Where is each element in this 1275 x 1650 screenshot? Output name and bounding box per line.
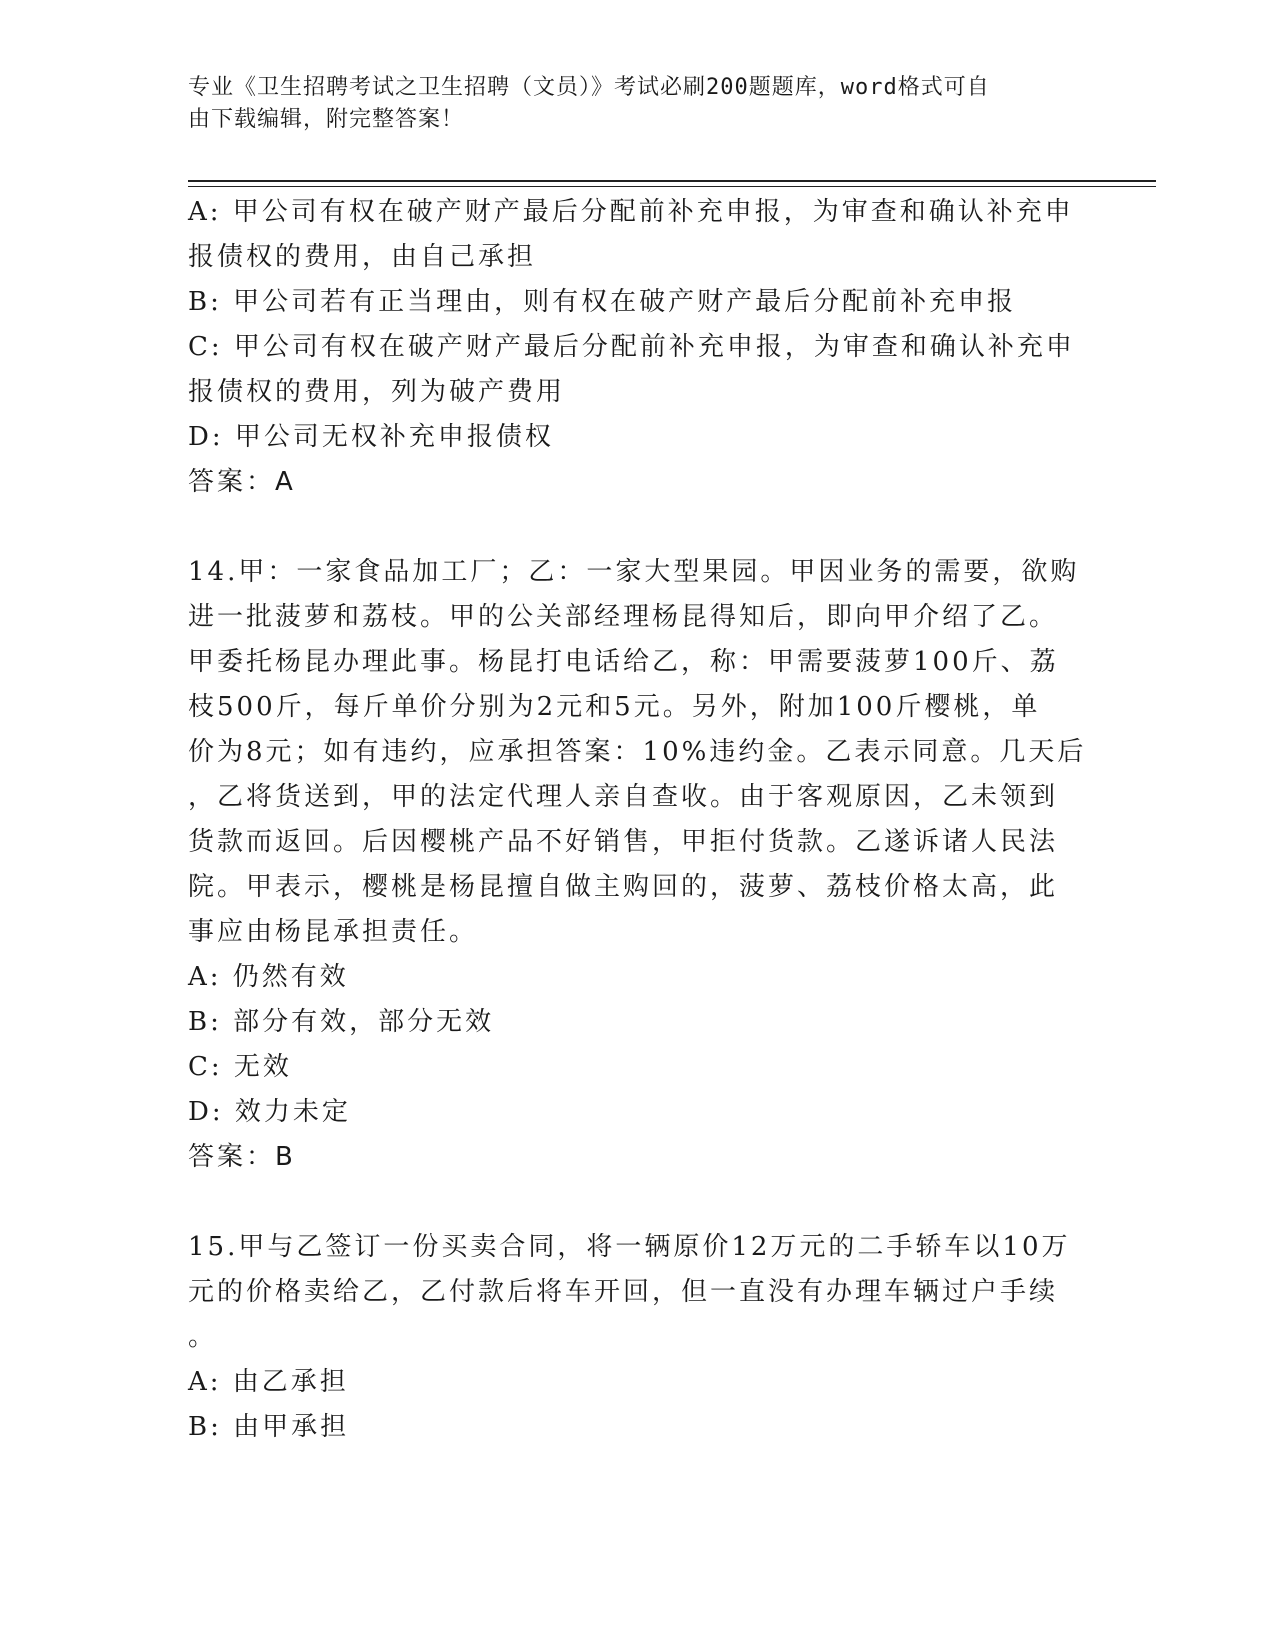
header-rule-thick: [188, 180, 1156, 182]
q15-stem-line: 元的价格卖给乙，乙付款后将车开回，但一直没有办理车辆过户手续: [188, 1277, 1059, 1307]
q14-stem-line: 院。甲表示，樱桃是杨昆擅自做主购回的，菠萝、荔枝价格太高，此: [188, 872, 1059, 902]
question-13-options: [188, 190, 1078, 505]
q14-stem-line: 进一批菠萝和荔枝。甲的公关部经理杨昆得知后，即向甲介绍了乙。: [188, 602, 1059, 632]
q15-stem-line: 。: [188, 1322, 218, 1352]
q14-stem-line: 价为8元；如有违约，应承担答案：10%违约金。乙表示同意。几天后: [188, 737, 1087, 767]
header-rule-thin: [188, 186, 1156, 187]
q15-option-b: B: 由甲承担: [188, 1412, 350, 1442]
header-line-2: 由下载编辑，附完整答案！: [188, 107, 465, 132]
question-15: [188, 1225, 1078, 1450]
q13-option-d: D: 甲公司无权补充申报债权: [188, 422, 554, 452]
page-header: [188, 72, 1068, 136]
q13-option-b: B: 甲公司若有正当理由，则有权在破产财产最后分配前补充申报: [188, 287, 1017, 317]
spacer: [188, 505, 1078, 550]
q14-stem-line: 货款而返回。后因樱桃产品不好销售，甲拒付货款。乙遂诉诸人民法: [188, 827, 1059, 857]
q14-stem-line: 事应由杨昆承担责任。: [188, 917, 479, 947]
q15-stem-line: 15.甲与乙签订一份买卖合同，将一辆原价12万元的二手轿车以10万: [188, 1232, 1071, 1262]
q14-option-a: A: 仍然有效: [188, 962, 349, 992]
q13-option-c-line-1: C: 甲公司有权在破产财产最后分配前补充申报，为审查和确认补充申: [188, 332, 1075, 362]
q13-answer: 答案：A: [188, 467, 296, 497]
q14-stem-line: 14.甲：一家食品加工厂；乙：一家大型果园。甲因业务的需要，欲购: [188, 557, 1080, 587]
q14-option-b: B: 部分有效，部分无效: [188, 1007, 495, 1037]
q15-option-a: A: 由乙承担: [188, 1367, 349, 1397]
spacer: [188, 1180, 1078, 1225]
document-body: [188, 190, 1087, 1450]
header-line-1: 专业《卫生招聘考试之卫生招聘（文员）》考试必刷200题题库，word格式可自: [188, 75, 990, 100]
q14-stem-line: ，乙将货送到，甲的法定代理人亲自查收。由于客观原因，乙未领到: [188, 782, 1059, 812]
q14-stem-line: 甲委托杨昆办理此事。杨昆打电话给乙，称：甲需要菠萝100斤、荔: [188, 647, 1059, 677]
q13-option-c-line-2: 报债权的费用，列为破产费用: [188, 377, 566, 407]
q13-option-a-line-1: A: 甲公司有权在破产财产最后分配前补充申报，为审查和确认补充申: [188, 197, 1074, 227]
q14-option-d: D: 效力未定: [188, 1097, 351, 1127]
question-14: [188, 550, 1087, 1180]
q14-option-c: C: 无效: [188, 1052, 292, 1082]
q14-stem-line: 枝500斤，每斤单价分别为2元和5元。另外，附加100斤樱桃，单: [188, 692, 1041, 722]
q14-answer: 答案：B: [188, 1142, 296, 1172]
q13-option-a-line-2: 报债权的费用，由自己承担: [188, 242, 537, 272]
